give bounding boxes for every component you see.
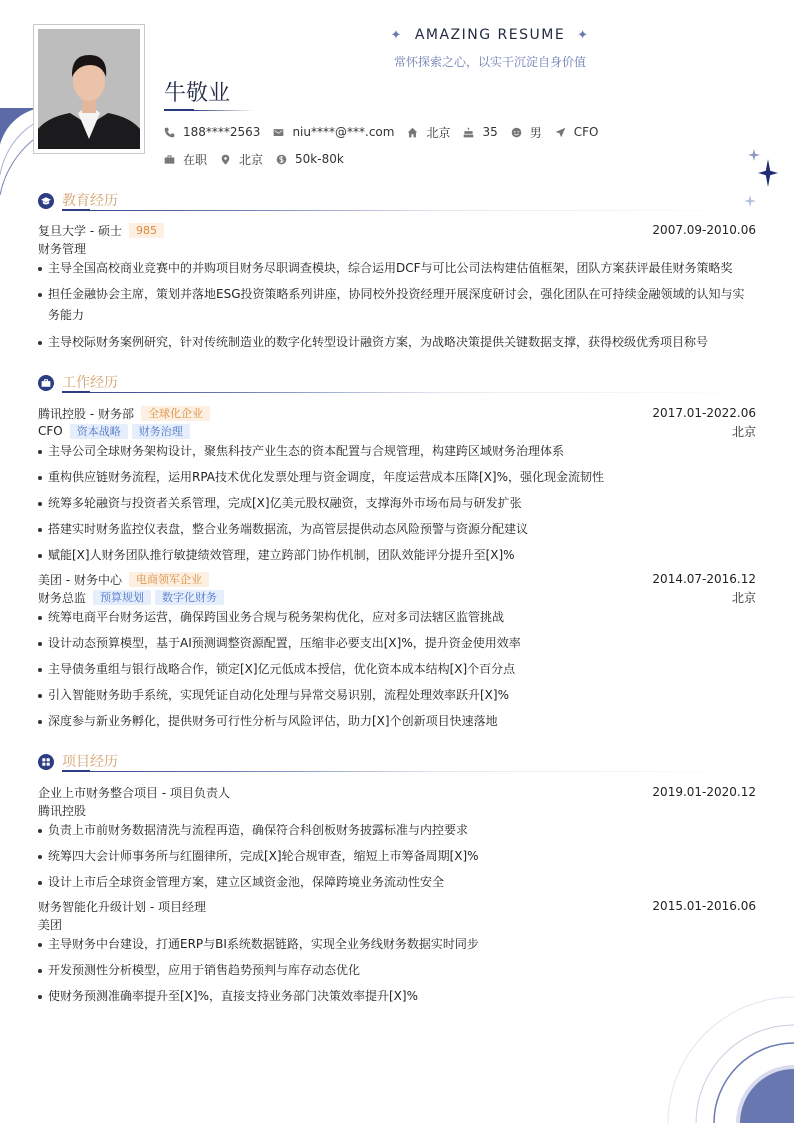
section-divider-accent xyxy=(62,209,90,211)
bottom-right-circles-decoration xyxy=(660,990,794,1123)
education-major-row xyxy=(38,239,756,257)
profile-photo xyxy=(38,29,140,149)
hometown-text: 北京 xyxy=(426,125,451,140)
skill-tag: 预算规划 xyxy=(93,590,151,605)
gender-icon xyxy=(511,127,522,138)
name-underline xyxy=(164,109,194,111)
position: CFO xyxy=(38,424,63,438)
target-position-text: CFO xyxy=(573,125,599,139)
list-item: 统筹多轮融资与投资者关系管理，完成[X]亿美元股权融资，支撑海外市场布局与研发扩张 xyxy=(38,493,756,514)
hometown-item xyxy=(407,124,450,141)
list-item: 主导校际财务案例研究，针对传统制造业的数字化转型设计融资方案，为战略决策提供关键数据支撑，获得校级优秀项目称号 xyxy=(38,332,756,353)
candidate-name: 牛敬业 xyxy=(164,81,231,106)
salary-text: 50k-80k xyxy=(295,152,344,166)
age-text: 35 xyxy=(482,125,498,139)
email-text: niu****@***.com xyxy=(292,125,395,139)
project-org: 腾讯控股 xyxy=(38,803,87,818)
target-city-text: 北京 xyxy=(239,152,264,167)
education-section-header xyxy=(38,189,756,215)
skill-tag: 财务治理 xyxy=(132,424,190,439)
school-degree: 复旦大学 - 硕士 xyxy=(38,223,122,238)
location-icon xyxy=(220,154,231,165)
company-dept: 腾讯控股 - 财务部 xyxy=(38,406,134,421)
list-item: 主导财务中台建设，打通ERP与BI系统数据链路，实现全业务线财务数据实时同步 xyxy=(38,934,756,955)
job-status-item xyxy=(164,151,207,168)
project-org-row xyxy=(38,915,756,933)
list-item: 重构供应链财务流程，运用RPA技术优化发票处理与资金调度，年度运营成本压降[X]%，强化现金流韧性 xyxy=(38,467,756,488)
project-entry-header xyxy=(38,783,756,801)
list-item: 主导全国高校商业竞赛中的并购项目财务尽职调查模块，综合运用DCF与可比公司法构建估值框架，团队方案获评最佳财务策略奖 xyxy=(38,258,756,279)
home-icon xyxy=(407,127,418,138)
major: 财务管理 xyxy=(38,241,87,256)
gender-text: 男 xyxy=(529,125,542,140)
section-divider-accent xyxy=(62,391,90,393)
mail-icon xyxy=(273,127,284,138)
phone-text: 188****2563 xyxy=(183,125,261,139)
email-item xyxy=(273,125,394,139)
skill-tag: 数字化财务 xyxy=(155,590,224,605)
work-position-row xyxy=(38,588,756,606)
graduation-cap-icon xyxy=(38,193,54,209)
projects-section-header xyxy=(38,750,756,776)
list-item: 开发预测性分析模型，应用于销售趋势预判与库存动态优化 xyxy=(38,960,756,981)
list-item: 引入智能财务助手系统，实现凭证自动化处理与异常交易识别，流程处理效率跃升[X]% xyxy=(38,685,756,706)
section-divider xyxy=(62,771,756,772)
grid-apps-icon xyxy=(38,754,54,770)
company-tag: 全球化企业 xyxy=(141,406,210,421)
work-date: 2014.07-2016.12 xyxy=(652,572,756,586)
school-tag: 985 xyxy=(129,223,164,238)
projects-title: 项目经历 xyxy=(62,754,118,770)
work-date: 2017.01-2022.06 xyxy=(652,406,756,420)
section-divider-accent xyxy=(62,770,90,772)
list-item: 搭建实时财务监控仪表盘，整合业务端数据流，为高管层提供动态风险预警与资源分配建议 xyxy=(38,519,756,540)
job-status-text: 在职 xyxy=(183,152,208,167)
slogan: 常怀探索之心，以实干沉淀自身价值 xyxy=(393,55,586,69)
list-item: 使财务预测准确率提升至[X]%，直接支持业务部门决策效率提升[X]% xyxy=(38,986,756,1007)
list-item: 设计动态预算模型，基于AI预测调整资源配置，压缩非必要支出[X]%，提升资金使用效率 xyxy=(38,633,756,654)
money-icon xyxy=(276,154,287,165)
name-underline-fade xyxy=(194,110,254,111)
list-item: 统筹电商平台财务运营，确保跨国业务合规与税务架构优化，应对多司法辖区监管挑战 xyxy=(38,607,756,628)
star-left-icon: ✦ xyxy=(390,28,403,43)
briefcase-section-icon xyxy=(38,375,54,391)
company-tag: 电商领军企业 xyxy=(129,572,209,587)
salary-item xyxy=(276,152,344,166)
education-title: 教育经历 xyxy=(62,193,118,209)
project-name-role: 财务智能化升级计划 - 项目经理 xyxy=(38,899,206,914)
list-item: 担任金融协会主席，策划并落地ESG投资策略系列讲座，协同校外投资经理开展深度研讨会，强化团队在可持续金融领域的认知与实务能力 xyxy=(38,284,756,326)
send-icon xyxy=(555,127,566,138)
project-org: 美团 xyxy=(38,917,63,932)
education-date: 2007.09-2010.06 xyxy=(652,223,756,237)
work-position-row xyxy=(38,422,756,440)
work-entry-header xyxy=(38,404,756,422)
list-item: 负责上市前财务数据清洗与流程再造，确保符合科创板财务披露标准与内控要求 xyxy=(38,820,756,841)
list-item: 统筹四大会计师事务所与红圈律所，完成[X]轮合规审查，缩短上市筹备周期[X]% xyxy=(38,846,756,867)
work-entry-header xyxy=(38,570,756,588)
position: 财务总监 xyxy=(38,590,87,605)
work-location: 北京 xyxy=(731,590,756,605)
section-divider xyxy=(62,392,756,393)
brand-text: AMAZING RESUME xyxy=(414,27,566,43)
briefcase-icon xyxy=(164,154,175,165)
project-date: 2019.01-2020.12 xyxy=(652,785,756,799)
status-info-row xyxy=(164,150,357,168)
star-right-icon: ✦ xyxy=(577,28,590,43)
work-location: 北京 xyxy=(731,424,756,439)
contact-info-row xyxy=(164,123,612,141)
project-name-role: 企业上市财务整合项目 - 项目负责人 xyxy=(38,785,230,800)
education-entry-header xyxy=(38,221,756,239)
target-city-item xyxy=(220,151,263,168)
list-item: 赋能[X]人财务团队推行敏捷绩效管理，建立跨部门协作机制，团队效能评分提升至[X]% xyxy=(38,545,756,566)
resume-brand-title xyxy=(380,27,600,43)
person-portrait-icon xyxy=(38,29,140,149)
age-item xyxy=(463,125,497,139)
project-date: 2015.01-2016.06 xyxy=(652,899,756,913)
cake-icon xyxy=(463,127,474,138)
list-item: 深度参与新业务孵化，提供财务可行性分析与风险评估，助力[X]个创新项目快速落地 xyxy=(38,711,756,732)
target-position-item xyxy=(555,125,599,139)
skill-tag: 资本战略 xyxy=(70,424,128,439)
work-title: 工作经历 xyxy=(62,375,118,391)
company-dept: 美团 - 财务中心 xyxy=(38,572,122,587)
section-divider xyxy=(62,210,756,211)
work-section-header xyxy=(38,371,756,397)
phone-item xyxy=(164,125,260,139)
project-entry-header xyxy=(38,897,756,915)
profile-photo-frame xyxy=(33,24,145,154)
project-org-row xyxy=(38,801,756,819)
list-item: 主导公司全球财务架构设计，聚焦科技产业生态的资本配置与合规管理，构建跨区域财务治理体系 xyxy=(38,441,756,462)
phone-icon xyxy=(164,127,175,138)
list-item: 设计上市后全球资金管理方案，建立区域资金池，保障跨境业务流动性安全 xyxy=(38,872,756,893)
gender-item xyxy=(511,124,542,141)
list-item: 主导债务重组与银行战略合作，锁定[X]亿元低成本授信，优化资本成本结构[X]个百分点 xyxy=(38,659,756,680)
